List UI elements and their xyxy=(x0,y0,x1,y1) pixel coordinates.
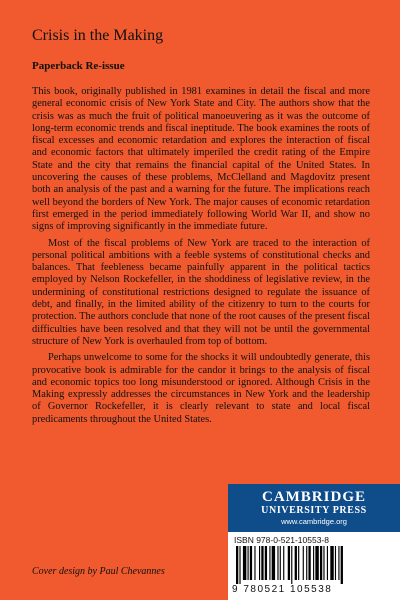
publisher-block xyxy=(228,484,400,600)
barcode-box xyxy=(228,532,400,600)
blurb-paragraph-3: Perhaps unwelcome to some for the shocks it will undoubtedly generate, this provocative book is admirable for the candor it brings to the analysis of fiscal and economic topics too long misunderstood or ignored. Although Crisis in the Making expressly addresses the circumstances in New York and the leadership of Governor Rockefeller, it is clearly relevant to state and local fiscal predicaments throughout the United States. xyxy=(32,352,370,425)
publisher-logo xyxy=(228,484,400,532)
barcode-number: 9 780521 105538 xyxy=(232,584,333,595)
blurb-text xyxy=(32,86,370,430)
book-title: Crisis in the Making xyxy=(32,27,164,44)
barcode-icon xyxy=(234,546,394,584)
isbn-label: ISBN 978-0-521-10553-8 xyxy=(234,535,329,545)
edition-label: Paperback Re-issue xyxy=(32,60,125,72)
cover-design-credit: Cover design by Paul Chevannes xyxy=(32,566,165,577)
publisher-url: www.cambridge.org xyxy=(281,517,347,526)
blurb-paragraph-2: Most of the fiscal problems of New York are traced to the interaction of personal political ambitions with a feeble systems of constitutional checks and balances. That feebleness became painfully apparent in the political tactics employed by Nelson Rockefeller, in the shoddiness of legislative review, in the undermining of constitutional restrictions designed to regulate the issuance of debt, and finally, in the limited ability of the citizenry to turn to the courts for protection. The authors conclude that none of the root causes of the present fiscal difficulties have been resolved and that they will not be until the governmental structure of New York is overhauled from top of bottom. xyxy=(32,237,370,347)
blurb-paragraph-1: This book, originally published in 1981 examines in detail the fiscal and more general economic crisis of New York State and City. The authors show that the crisis was as much the fruit of political manoeuvering as it was the outcome of long-term economic trends and fiscal ineptitude. The book examines the roots of fiscal excesses and economic retardation and explores the interaction of fiscal and economic factors that ultimately imperiled the credit rating of the Empire State and the city that remains the financial capital of the United States. In uncovering the causes of these problems, McClelland and Magdovitz present both an analysis of the past and a warning for the future. The implications reach well beyond the borders of New York. The major causes of economic retardation first emerged in the period immediately following World War II, and show no signs of improving significantly in the immediate future. xyxy=(32,86,370,233)
publisher-name: CAMBRIDGE xyxy=(261,489,366,505)
publisher-name-sub: UNIVERSITY PRESS xyxy=(261,505,367,516)
